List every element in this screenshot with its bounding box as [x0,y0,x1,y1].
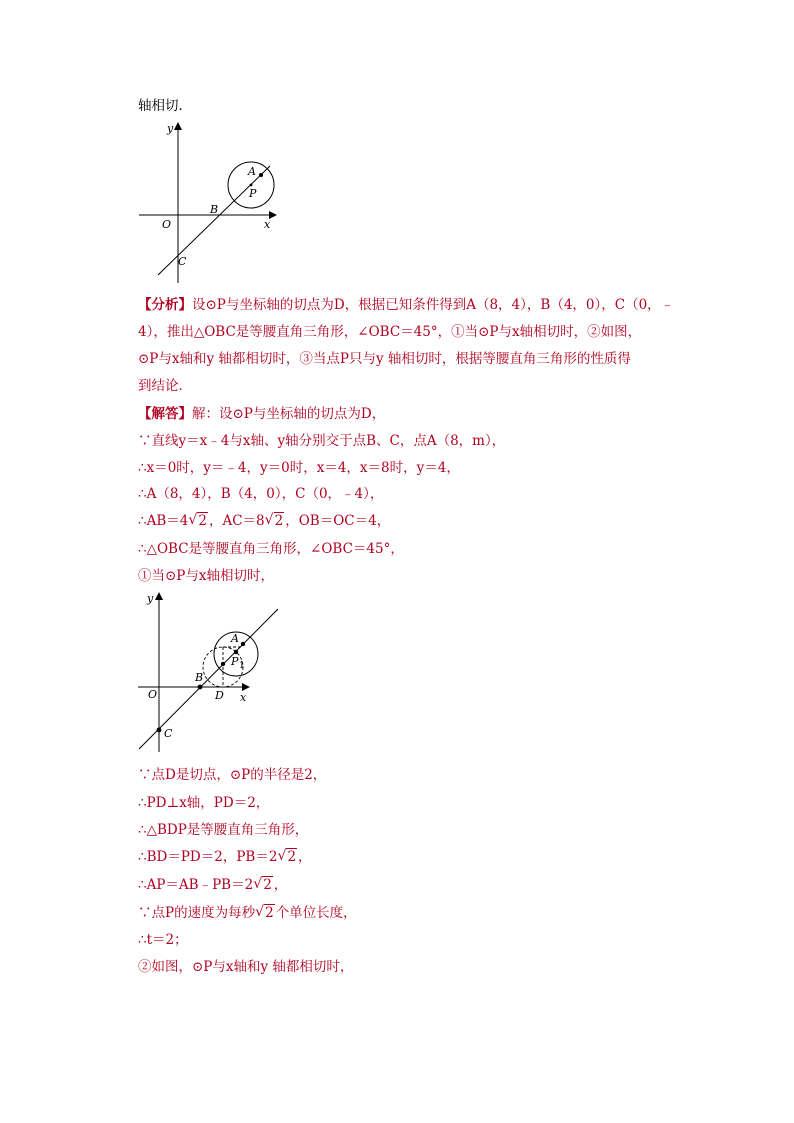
answer-line-7: ①当⊙P与x轴相切时， [138,568,275,584]
answer-line-3: ∴x＝0时，y＝﹣4，y＝0时，x＝4，x＝8时，y＝4， [138,460,460,476]
point-c [157,728,162,733]
figure-2-coordinate-diagram [135,588,285,756]
answer-line-12: ∴AP＝AB﹣PB＝2√ 2 ， [138,875,287,895]
label-y: y [167,122,174,135]
label-b: B [195,671,204,684]
point-b [198,685,203,690]
text-line: 轴相切． [138,98,192,114]
answer-line-10: ∴△BDP是等腰直角三角形， [138,822,309,838]
label-o: O [162,218,172,231]
point-p [234,650,238,654]
label-x: x [264,218,271,231]
answer-line-6: ∴△OBC是等腰直角三角形，∠OBC＝45°， [138,541,404,557]
answer-line-11: ∴BD＝PD＝2，PB＝2√ 2 ， [138,847,312,867]
point-p1 [221,662,225,666]
answer-line-14: ∴t＝2； [138,932,188,948]
analysis-line-4: 到结论． [138,378,192,394]
label-p-subscript: 1 [239,661,245,671]
point-p [250,184,253,187]
label-d: D [215,689,224,702]
label-c: C [178,255,187,268]
analysis-line-1: 【分析】设⊙P与坐标轴的切点为D，根据已知条件得到A（8，4），B（4，0），C（0，﹣ [138,297,675,313]
analysis-line-3: ⊙P与x轴和y 轴都相切时，③当点P只与y 轴相切时，根据等腰直角三角形的性质得 [138,351,631,367]
point-a [259,173,263,177]
answer-line-2: ∵直线y＝x﹣4与x轴、y轴分别交于点B、C，点A（8，m）， [138,433,506,449]
label-o: O [148,688,158,701]
label-p: P [231,655,239,668]
analysis-line-2: 4），推出△OBC是等腰直角三角形，∠OBC＝45°，①当⊙P与x轴相切时，②如图， [138,324,642,340]
analysis-tag: 【分析】 [138,297,192,313]
figure-1-coordinate-diagram [135,118,285,288]
line-bc [158,166,270,275]
label-y: y [147,592,154,605]
label-b: B [210,203,219,216]
answer-line-15: ②如图，⊙P与x轴和y 轴都相切时， [138,959,354,975]
answer-line-1: 【解答】解：设⊙P与坐标轴的切点为D， [138,406,386,422]
label-x: x [240,691,247,704]
label-p: P [249,187,257,200]
answer-line-5: ∴AB＝4√ 2 ，AC＝8√ 2 ，OB＝OC＝4， [138,511,390,531]
answer-line-13: ∵点P的速度为每秒√ 2 个单位长度， [138,903,357,923]
answer-line-4: ∴A（8，4），B（4，0），C（0，﹣4）， [138,486,384,502]
label-c: C [164,727,173,740]
point-a [241,642,245,646]
answer-line-9: ∴PD⊥x轴，PD＝2， [138,795,270,811]
label-a: A [231,632,239,645]
label-a: A [248,165,256,178]
answer-line-8: ∵点D是切点，⊙P的半径是2， [138,767,327,783]
answer-tag: 【解答】 [138,406,192,422]
